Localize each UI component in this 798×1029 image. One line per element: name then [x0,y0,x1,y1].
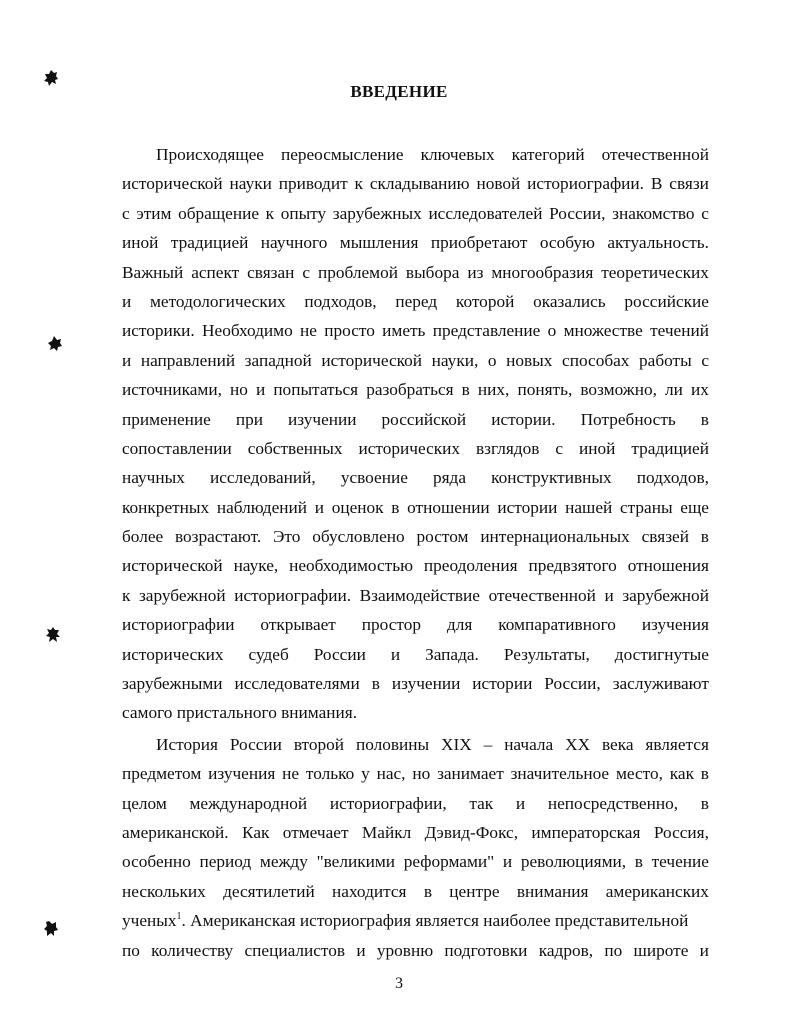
text-line: научных исследований, усвоение ряда конструктивных подходов, [122,468,709,488]
text-line: сопоставлении собственных исторических взглядов с иной традицией [122,438,709,458]
text-line: к зарубежной историографии. Взаимодействие отечественной и зарубежной [122,585,709,605]
text-line: историографии открывает простор для компаративного изучения [122,615,709,635]
text-line: применение при изучении российской истории. Потребность в [122,409,709,429]
text-line: иной традицией научного мышления приобретают особую актуальность. [122,233,709,253]
text-line: зарубежными исследователями в изучении истории России, заслуживают [122,674,709,694]
text-line: Важный аспект связан с проблемой выбора из многообразия теоретических [122,262,709,282]
text-line: самого пристального внимания. [122,703,358,723]
text-line: исторической науки приводит к складыванию новой историографии. В связи [122,174,709,194]
text-fragment: ученых [122,911,177,931]
text-line: исторической науке, необходимостью преодоления предвзятого отношения [122,556,709,576]
text-line: источниками, но и попытаться разобраться в них, понять, возможно, ли их [122,380,709,400]
paragraph-1 [122,140,709,728]
text-line: с этим обращение к опыту зарубежных исследователей России, знакомство с [122,203,709,223]
punch-hole-mark [46,627,60,643]
page-title: ВВЕДЕНИЕ [350,82,448,101]
text-line: История России второй половины XIX – начала XX века является [156,734,709,754]
text-line [122,906,709,935]
footnote-marker: 1 [176,911,182,923]
punch-hole-mark [44,921,58,937]
text-line: исторических судеб России и Запада. Результаты, достигнутые [122,644,709,664]
text-line: целом международной историографии, так и непосредственно, в [122,793,709,813]
body-text [122,140,709,965]
text-line: нескольких десятилетий находится в центре внимания американских [122,881,709,901]
text-line: особенно период между "великими реформами" и революциями, в течение [122,852,709,872]
text-line: американской. Как отмечает Майкл Дэвид-Фокс, императорская Россия, [122,822,709,842]
text-fragment: . Американская историография является наиболее представительной [181,911,689,931]
text-line: предметом изучения не только у нас, но занимает значительное место, как в [122,764,709,784]
text-line: и методологических подходов, перед которой оказались российские [122,291,709,311]
text-line: Происходящее переосмысление ключевых категорий отечественной [156,145,709,164]
page-number: 3 [395,975,403,992]
text-line: конкретных наблюдений и оценок в отношении истории нашей страны еще [122,497,709,517]
text-line: более возрастают. Это обусловлено ростом интернациональных связей в [122,527,709,547]
text-line: и направлений западной исторической науки, о новых способах работы с [122,350,709,370]
text-line: историки. Необходимо не просто иметь представление о множестве течений [122,321,709,341]
punch-hole-mark [48,336,62,352]
paragraph-2 [122,730,709,965]
text-line: по количеству специалистов и уровню подготовки кадров, по широте и [122,940,709,960]
